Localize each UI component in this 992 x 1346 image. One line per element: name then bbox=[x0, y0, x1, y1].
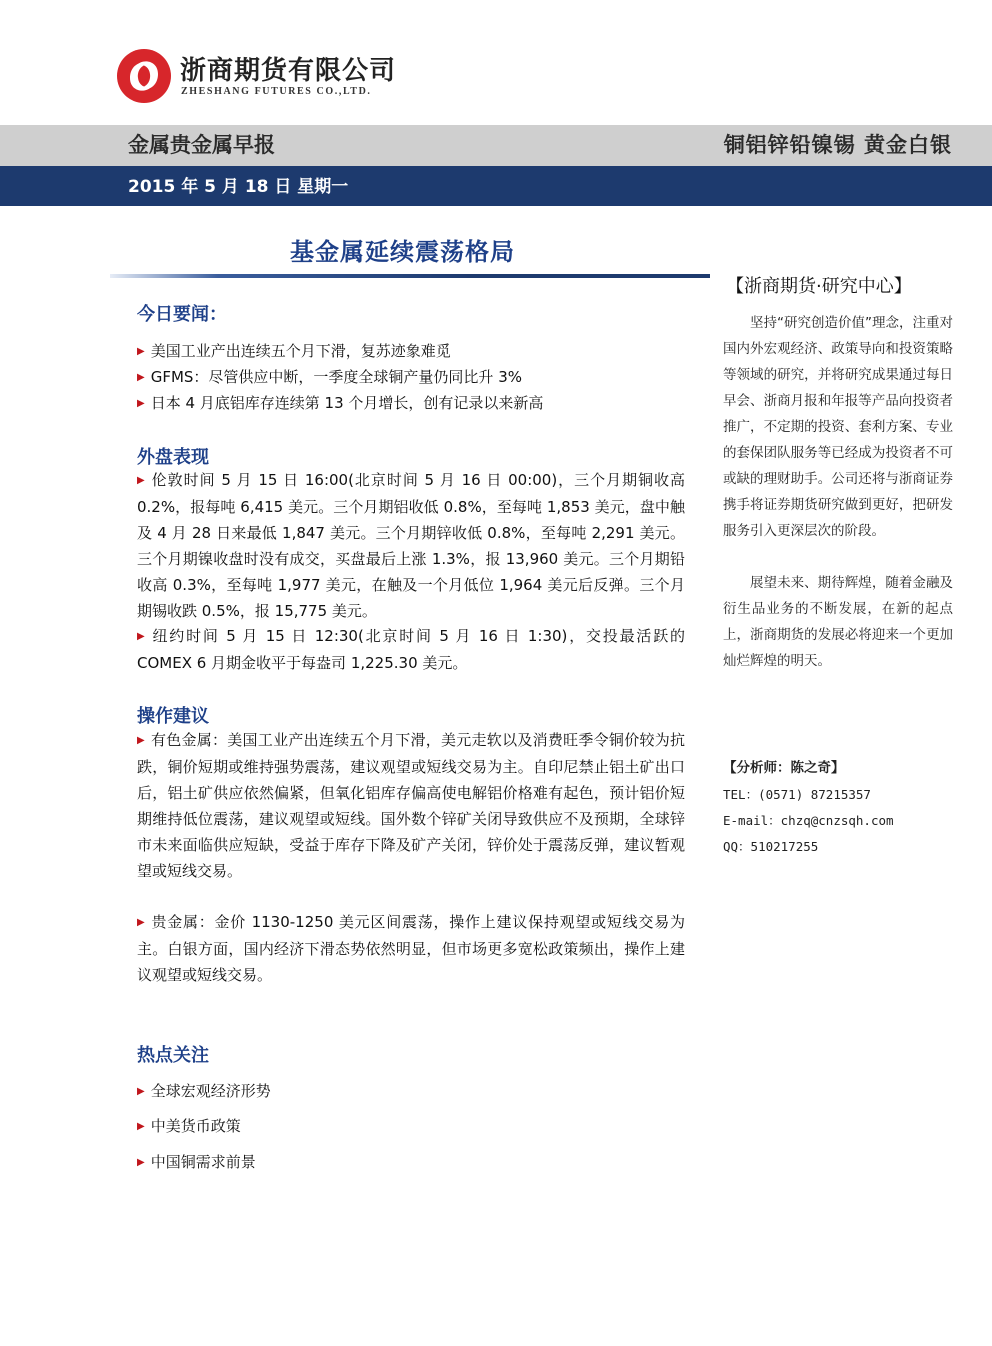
sidebar-heading: 【浙商期货·研究中心】 bbox=[726, 276, 912, 297]
bullet-arrow-icon: ▶ bbox=[137, 346, 145, 357]
bullet-arrow-icon: ▶ bbox=[137, 475, 146, 486]
section-heading-hot-topics: 热点关注 bbox=[137, 1045, 209, 1066]
paragraph-overseas-comex: ▶ 纽约时间 5 月 15 日 12:30(北京时间 5 月 16 日 1:30)，交投最活跃的 COMEX 6 月期金收平于每盎司 1,225.30 美元。 bbox=[137, 627, 685, 672]
list-item: ▶ 全球宏观经济形势 bbox=[137, 1082, 271, 1100]
analyst-phone: TEL：(0571) 87215357 bbox=[723, 787, 871, 802]
bullet-arrow-icon: ▶ bbox=[137, 735, 145, 746]
bullet-arrow-icon: ▶ bbox=[137, 372, 145, 383]
analyst-qq: QQ：510217255 bbox=[723, 839, 819, 854]
report-title: 基金属延续震荡格局 bbox=[290, 238, 515, 266]
list-item: ▶ 中美货币政策 bbox=[137, 1117, 241, 1135]
company-logo-icon bbox=[116, 48, 172, 104]
title-divider bbox=[110, 274, 710, 278]
paragraph-advice-base-metals: ▶ 有色金属：美国工业产出连续五个月下滑，美元走软以及消费旺季令铜价较为抗跌，铜价短期或维持强势震荡，建议观望或短线交易为主。自印尼禁止铝土矿出口后，铝土矿供应依然偏紧，但氧化铝库存偏高使电解铝价格难有起色，预计铝价短期维持低位震荡，建议观望或短线。国外数个锌矿关闭导致供应不及预期，全球锌市未来面临供应短缺，受益于库存下降及矿产关闭，锌价处于震荡反弹，建议暂观望或短线交易。 bbox=[137, 731, 685, 880]
bullet-arrow-icon: ▶ bbox=[137, 1086, 145, 1097]
bullet-arrow-icon: ▶ bbox=[137, 631, 147, 642]
report-type-label: 金属贵金属早报 bbox=[128, 133, 275, 157]
analyst-name: 【分析师：陈之奇】 bbox=[723, 760, 845, 776]
sidebar-outlook-paragraph: 展望未来、期待辉煌，随着金融及衍生品业务的不断发展，在新的起点上，浙商期货的发展必将迎来一个更加灿烂辉煌的明天。 bbox=[723, 575, 953, 669]
paragraph-advice-precious-metals: ▶ 贵金属：金价 1130-1250 美元区间震荡，操作上建议保持观望或短线交易为主。白银方面，国内经济下滑态势依然明显，但市场更多宽松政策频出，操作上建议观望或短线交易。 bbox=[137, 913, 685, 984]
paragraph-overseas-lme: ▶ 伦敦时间 5 月 15 日 16:00(北京时间 5 月 16 日 00:00)，三个月期铜收高 0.2%，报每吨 6,415 美元。三个月期铝收低 0.8%，至每吨 1,853 美元，盘中触及 4 月 28 日来最低 1,847 美元。三个月期锌收低 0.8%，至每吨 2,291 美元。三个月期镍收盘时没有成交，买盘最后上涨 1.3%，报 13,960 美元。三个月期铅收高 0.3%，至每吨 1,977 美元，在触及一个月低位 1,964 美元后反弹。三个月期锡收跌 0.5%，报 15,775 美元。 bbox=[137, 471, 685, 620]
section-heading-advice: 操作建议 bbox=[137, 706, 209, 727]
bullet-arrow-icon: ▶ bbox=[137, 917, 146, 928]
bullet-arrow-icon: ▶ bbox=[137, 1157, 145, 1168]
list-item: ▶ 日本 4 月底铝库存连续第 13 个月增长，创有记录以来新高 bbox=[137, 394, 544, 412]
analyst-email[interactable]: E-mail：chzq@cnzsqh.com bbox=[723, 813, 894, 828]
company-name-en: ZHESHANG FUTURES CO.,LTD. bbox=[181, 86, 372, 97]
list-item: ▶ 中国铜需求前景 bbox=[137, 1153, 256, 1171]
list-item: ▶ GFMS：尽管供应中断，一季度全球铜产量仍同比升 3% bbox=[137, 368, 522, 386]
metals-label: 铜铝锌铅镍锡 黄金白银 bbox=[723, 133, 952, 157]
list-item: ▶ 美国工业产出连续五个月下滑，复苏迹象难觅 bbox=[137, 342, 451, 360]
report-date: 2015 年 5 月 18 日 星期一 bbox=[128, 177, 349, 197]
section-heading-today-news: 今日要闻： bbox=[137, 304, 227, 325]
bullet-arrow-icon: ▶ bbox=[137, 398, 145, 409]
section-heading-overseas: 外盘表现 bbox=[137, 447, 209, 468]
company-name-cn: 浙商期货有限公司 bbox=[180, 56, 397, 86]
bullet-arrow-icon: ▶ bbox=[137, 1121, 145, 1132]
sidebar-intro-paragraph: 坚持“研究创造价值”理念，注重对国内外宏观经济、政策导向和投资策略等领域的研究，并将研究成果通过每日早会、浙商月报和年报等产品向投资者推广，不定期的投资、套利方案、专业的套保团队服务等已经成为投资者不可或缺的理财助手。公司还将与浙商证券携手将证券期货研究做到更好，把研发服务引入更深层次的阶段。 bbox=[723, 315, 953, 539]
